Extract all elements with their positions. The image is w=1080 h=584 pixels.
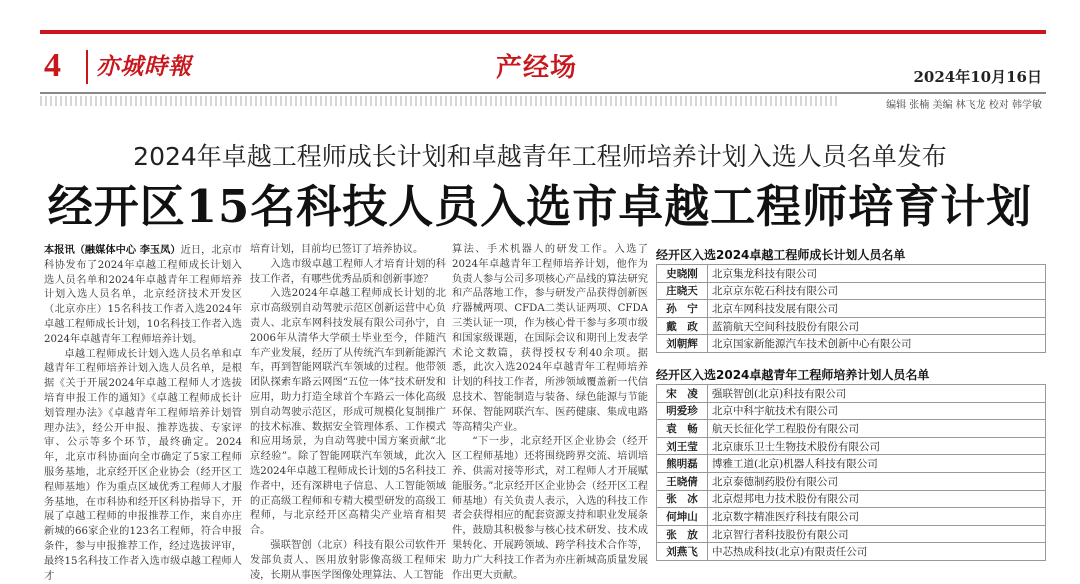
person-name: 戴 政	[657, 317, 708, 335]
table-row	[657, 508, 1046, 526]
table-row	[657, 317, 1046, 335]
section-title: 产经场	[496, 53, 578, 83]
company-name: 北京康乐卫士生物技术股份有限公司	[708, 437, 1046, 455]
company-name: 中芯热成科技(北京)有限责任公司	[708, 543, 1046, 561]
top-red-rule	[40, 30, 1046, 34]
page-number: 4	[44, 47, 61, 84]
table-row	[657, 420, 1046, 438]
table-row	[657, 472, 1046, 490]
article-column-1	[44, 243, 242, 582]
table-row	[657, 402, 1046, 420]
company-name: 北京京东乾石科技有限公司	[708, 282, 1046, 300]
logo-text: 亦城時報	[96, 53, 192, 80]
table-row	[657, 525, 1046, 543]
paragraph: 强联智创（北京）科技有限公司软件开发部负责人、医用放射影像高级工程师宋凌，长期从事医学图像处理算法、人工智能	[250, 539, 446, 581]
company-name: 航天长征化学工程股份有限公司	[708, 420, 1046, 438]
person-name: 庄晓天	[657, 282, 708, 300]
company-name: 博雅工道(北京)机器人科技有限公司	[708, 455, 1046, 473]
person-name: 熊明磊	[657, 455, 708, 473]
header-rule	[40, 92, 1046, 94]
paragraph: 入选2024年卓越工程师成长计划的北京市高级别自动驾驶示范区创新运营中心负责人、北京车网科技发展有限公司孙宁，自2006年从清华大学硕士毕业至今，伴随汽车产业发展，经历了从传统汽车到新能源汽车，再到智能网联汽车领域的过程。他带领团队探索车路云网图“五位一体”技术研发和应用，助力打造全球首个车路云一体化高级别自动驾驶示范区，形成可规模化复制推广的技术标准、数据安全管理体系、工作模式和应用场景，为自动驾驶中国方案贡献“北京经验”。除了智能网联汽车领域，此次入选2024年卓越工程师成长计划的5名科技工作者中，还有深耕电子信息、人工智能领域的正高级工程师和专精大模型研发的高级工程师，与北京经开区高精尖产业培育相契合。	[250, 288, 446, 537]
person-name: 刘燕飞	[657, 543, 708, 561]
editors-credit: 编辑 张楠 美编 林飞龙 校对 韩学敏	[886, 100, 1042, 111]
person-name: 刘王莹	[657, 437, 708, 455]
company-name: 北京中科宇航技术有限公司	[708, 402, 1046, 420]
paragraph: 近日，北京市科协发布了2024年卓越工程师成长计划入选人员名单和2024年卓越青年工程师培养计划入选人员名单，北京经济技术开发区（北京亦庄）15名科技工作者入选2024年卓越工程师成长计划，10名科技工作者入选2024年卓越青年工程师培养计划。	[44, 245, 242, 345]
company-name: 强联智创(北京)科技有限公司	[708, 385, 1046, 403]
table-row	[657, 455, 1046, 473]
person-name: 孙 宁	[657, 300, 708, 318]
person-name: 张 放	[657, 525, 708, 543]
table-row	[657, 335, 1046, 353]
table1-title: 经开区入选2024卓越工程师成长计划人员名单	[656, 248, 906, 262]
company-name: 北京泰德制药股份有限公司	[708, 472, 1046, 490]
table-row	[657, 437, 1046, 455]
person-name: 王晓倩	[657, 472, 708, 490]
paragraph: 算法、手术机器人的研发工作。入选了2024年卓越青年工程师培养计划，他作为负责人参与公司多项核心产品线的算法研究和产品落地工作，参与研发产品获得创新医疗器械两项、CFDA二类认证两项、CFDA三类认证一项，作为核心骨干参与多项市级和国家级课题，在国际会议和期刊上发表学术论文数篇，获得授权专利40余项。据悉，此次入选2024年卓越青年工程师培养计划的科技工作者，所涉领域覆盖新一代信息技术、智能制造与装备、绿色能源与节能环保、智能网联汽车、医药健康、集成电路等高精尖产业。	[452, 244, 648, 433]
table-row	[657, 300, 1046, 318]
article-subtitle: 2024年卓越工程师成长计划和卓越青年工程师培养计划入选人员名单发布	[133, 142, 947, 171]
paragraph: “下一步，北京经开区企业协会（经开区工程师基地）还将围绕跨界交流、培训培养、供需对接等形式，对工程师人才开展赋能服务。”北京经开区企业协会（经开区工程师基地）有关负责人表示，入选的科技工作者会获得相应的配套资源支持和职业发展条件，鼓励其积极参与核心技术研发、技术成果转化、开展跨领域、跨学科技术合作等，助力广大科技工作者为亦庄新城高质量发展作出更大贡献。	[452, 436, 648, 581]
company-name: 北京智行者科技股份有限公司	[708, 525, 1046, 543]
person-name: 刘朝辉	[657, 335, 708, 353]
person-name: 宋 凌	[657, 385, 708, 403]
person-name: 明爱珍	[657, 402, 708, 420]
table2	[656, 384, 1046, 561]
paragraph: 培育计划，目前均已签订了培养协议。	[250, 244, 424, 255]
company-name: 北京煜邦电力技术股份有限公司	[708, 490, 1046, 508]
company-name: 北京数字精准医疗科技有限公司	[708, 508, 1046, 526]
table1	[656, 264, 1046, 353]
company-name: 北京集龙科技有限公司	[708, 265, 1046, 283]
company-name: 北京车网科技发展有限公司	[708, 300, 1046, 318]
table-row	[657, 385, 1046, 403]
decorative-stripes	[40, 96, 840, 106]
table-row	[657, 490, 1046, 508]
article-column-2	[250, 243, 446, 581]
table2-title: 经开区入选2024卓越青年工程师培养计划人员名单	[656, 368, 930, 382]
person-name: 袁 畅	[657, 420, 708, 438]
person-name: 何坤山	[657, 508, 708, 526]
paragraph: 卓越工程师成长计划入选人员名单和卓越青年工程师培养计划入选人员名单，是根据《关于开展2024年卓越工程师人才选拔培育申报工作的通知》《卓越工程师成长计划管理办法》《卓越青年工程师培养计划管理办法》，经公开申报、推荐选拔、专家评审、公示等多个环节，最终确定。2024年，北京市科协面向全市确定了5家工程师服务基地，北京经开区企业协会（经开区工程师基地）作为重点区域优秀工程师人才服务基地，在市科协和经开区科协指导下，开展了卓越工程师的申报推荐工作，来自亦庄新城的66家企业的123名工程师，符合申报条件，参与申报推荐工作，经过选拔评审，最终15名科技工作者入选市级卓越工程师人才	[44, 348, 242, 582]
table-row	[657, 543, 1046, 561]
newspaper-logo	[96, 50, 214, 84]
person-name: 史晓刚	[657, 265, 708, 283]
header-divider	[86, 50, 88, 84]
article-headline: 经开区15名科技人员入选市卓越工程师培育计划	[47, 180, 1033, 233]
issue-date: 2024年10月16日	[913, 68, 1042, 86]
article-column-3	[452, 243, 648, 581]
company-name: 北京国家新能源汽车技术创新中心有限公司	[708, 335, 1046, 353]
company-name: 蓝箭航天空间科技股份有限公司	[708, 317, 1046, 335]
byline: 本报讯（融媒体中心 李玉凤）	[44, 244, 181, 256]
paragraph: 入选市级卓越工程师人才培育计划的科技工作者，有哪些优秀品质和创新事迹？	[250, 258, 446, 285]
table-row	[657, 265, 1046, 283]
person-name: 张 冰	[657, 490, 708, 508]
table-row	[657, 282, 1046, 300]
